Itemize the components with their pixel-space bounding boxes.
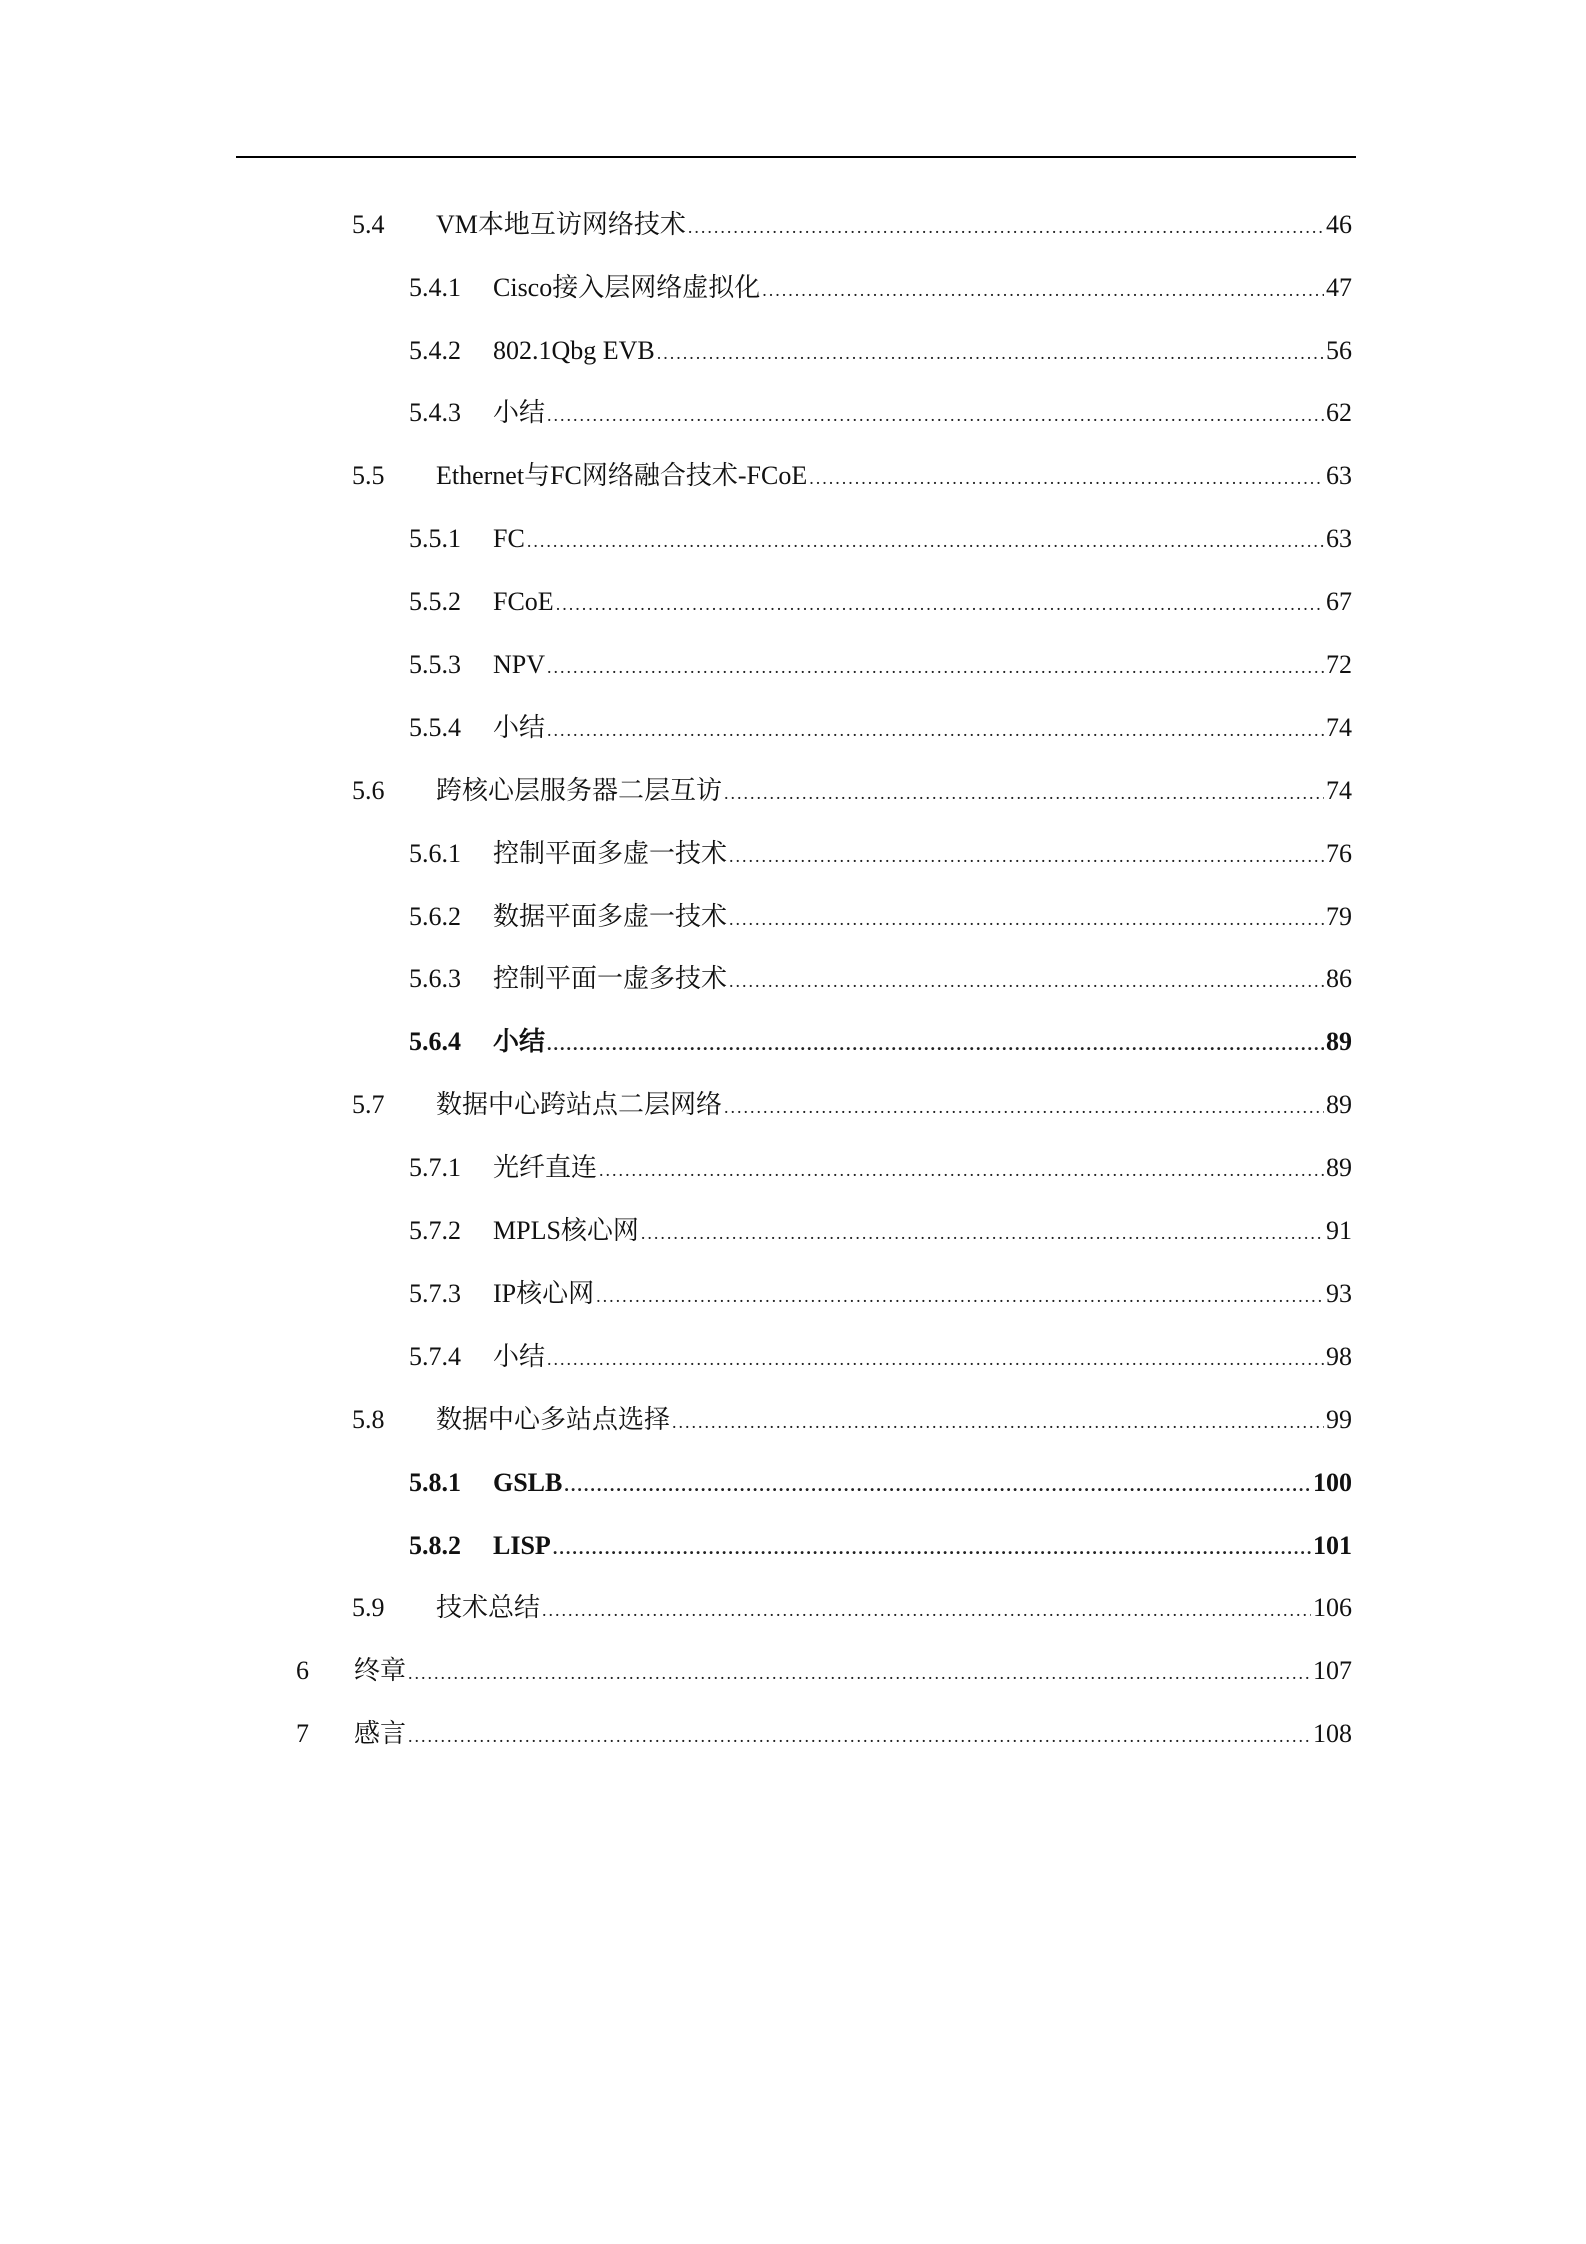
toc-entry[interactable]: [409, 1148, 1352, 1188]
toc-entry[interactable]: [409, 519, 1352, 559]
dot-leader: [527, 521, 1324, 561]
toc-entry[interactable]: [409, 959, 1352, 999]
toc-entry-number: 5.5.3: [409, 650, 461, 679]
toc-entry[interactable]: [409, 331, 1352, 371]
dot-leader: [641, 1213, 1324, 1253]
toc-entry-title: 802.1Qbg EVB: [493, 336, 655, 365]
toc-entry-number: 5.7.3: [409, 1279, 461, 1308]
toc-entry-page: 89: [1326, 1090, 1352, 1119]
toc-entry[interactable]: [409, 1463, 1352, 1503]
toc-entry-title: 数据中心跨站点二层网络: [436, 1090, 723, 1119]
toc-entry-number: 5.6.1: [409, 839, 461, 868]
dot-leader: [556, 584, 1324, 624]
toc-entry[interactable]: [409, 645, 1352, 685]
toc-entry-title: 数据平面多虚一技术: [493, 902, 728, 931]
toc-entry[interactable]: [409, 897, 1352, 937]
toc-entry-page: 101: [1313, 1531, 1352, 1560]
toc-entry-page: 91: [1326, 1216, 1352, 1245]
toc-entry[interactable]: [409, 1337, 1352, 1377]
toc-entry-title: 小结: [493, 1342, 546, 1371]
toc-entry-title: NPV: [493, 650, 546, 679]
toc-entry-number: 5.6.4: [409, 1027, 461, 1056]
toc-entry-page: 93: [1326, 1279, 1352, 1308]
toc-entry-number: 5.5.2: [409, 587, 461, 616]
toc-entry-page: 106: [1313, 1593, 1352, 1622]
toc-entry-number: 5.5.4: [409, 713, 461, 742]
dot-leader: [688, 207, 1324, 247]
dot-leader: [657, 333, 1324, 373]
dot-leader: [762, 270, 1324, 310]
dot-leader: [729, 899, 1324, 939]
dot-leader: [553, 1528, 1311, 1568]
toc-entry[interactable]: [409, 393, 1352, 433]
toc-entry-page: 98: [1326, 1342, 1352, 1371]
toc-entry[interactable]: [352, 205, 1352, 245]
toc-entry-title: LISP: [493, 1531, 551, 1560]
toc-entry-page: 47: [1326, 273, 1352, 302]
toc-entry-page: 79: [1326, 902, 1352, 931]
toc-entry-number: 5.4.3: [409, 398, 461, 427]
toc-entry[interactable]: [409, 268, 1352, 308]
toc-entry-number: 7: [296, 1719, 309, 1748]
toc-entry-page: 107: [1313, 1656, 1352, 1685]
toc-entry[interactable]: [352, 1085, 1352, 1125]
toc-entry-title: IP核心网: [493, 1279, 595, 1308]
toc-entry[interactable]: [296, 1651, 1352, 1691]
toc-entry-number: 5.4.2: [409, 336, 461, 365]
toc-entry-page: 67: [1326, 587, 1352, 616]
dot-leader: [408, 1653, 1311, 1693]
toc-entry-page: 108: [1313, 1719, 1352, 1748]
toc-entry-title: MPLS核心网: [493, 1216, 639, 1245]
toc-entry-title: 小结: [493, 713, 546, 742]
toc-entry-number: 5.5.1: [409, 524, 461, 553]
toc-entry-page: 46: [1326, 210, 1352, 239]
toc-entry[interactable]: [352, 1400, 1352, 1440]
toc-entry-number: 5.6.2: [409, 902, 461, 931]
dot-leader: [672, 1402, 1324, 1442]
toc-entry[interactable]: [409, 1211, 1352, 1251]
toc-entry[interactable]: [409, 708, 1352, 748]
toc-entry-number: 5.4: [352, 210, 385, 239]
toc-entry-number: 5.7.2: [409, 1216, 461, 1245]
toc-entry-page: 89: [1326, 1153, 1352, 1182]
toc-entry-page: 74: [1326, 713, 1352, 742]
dot-leader: [547, 1024, 1324, 1064]
toc-entry[interactable]: [409, 1274, 1352, 1314]
toc-entry-page: 62: [1326, 398, 1352, 427]
dot-leader: [724, 1087, 1324, 1127]
header-rule: [236, 156, 1356, 158]
toc-entry-number: 5.7.4: [409, 1342, 461, 1371]
toc-entry-title: 小结: [493, 398, 546, 427]
toc-entry-title: 数据中心多站点选择: [436, 1405, 671, 1434]
toc-entry-number: 6: [296, 1656, 309, 1685]
toc-entry[interactable]: [409, 834, 1352, 874]
dot-leader: [547, 647, 1324, 687]
toc-entry-page: 56: [1326, 336, 1352, 365]
toc-entry-title: FC: [493, 524, 525, 553]
toc-entry-number: 5.8.2: [409, 1531, 461, 1560]
toc-entry-page: 100: [1313, 1468, 1352, 1497]
toc-entry-page: 89: [1326, 1027, 1352, 1056]
toc-entry[interactable]: [409, 1022, 1352, 1062]
toc-entry-title: FCoE: [493, 587, 554, 616]
dot-leader: [729, 961, 1324, 1001]
toc-entry-title: VM本地互访网络技术: [436, 210, 686, 239]
toc-entry-title: GSLB: [493, 1468, 563, 1497]
toc-entry-title: 技术总结: [436, 1593, 541, 1622]
toc-entry-title: 终章: [354, 1656, 407, 1685]
toc-entry[interactable]: [352, 1588, 1352, 1628]
toc-entry[interactable]: [352, 456, 1352, 496]
toc-entry-number: 5.8.1: [409, 1468, 461, 1497]
toc-entry-page: 74: [1326, 776, 1352, 805]
dot-leader: [809, 458, 1324, 498]
dot-leader: [547, 395, 1324, 435]
toc-entry-page: 76: [1326, 839, 1352, 868]
toc-entry-page: 63: [1326, 524, 1352, 553]
toc-entry-title: Ethernet与FC网络融合技术-FCoE: [436, 461, 808, 490]
dot-leader: [547, 1339, 1324, 1379]
toc-entry-number: 5.6: [352, 776, 385, 805]
toc-entry[interactable]: [409, 582, 1352, 622]
dot-leader: [408, 1716, 1311, 1756]
toc-entry-number: 5.9: [352, 1593, 385, 1622]
dot-leader: [724, 773, 1324, 813]
toc-entry[interactable]: [296, 1714, 1352, 1754]
toc-entry-title: 小结: [493, 1027, 546, 1056]
dot-leader: [596, 1276, 1324, 1316]
toc-entry-title: 控制平面多虚一技术: [493, 839, 728, 868]
toc-entry-title: 跨核心层服务器二层互访: [436, 776, 723, 805]
toc-entry-page: 72: [1326, 650, 1352, 679]
dot-leader: [542, 1590, 1311, 1630]
toc-entry-title: 感言: [354, 1719, 407, 1748]
toc-entry-title: Cisco接入层网络虚拟化: [493, 273, 761, 302]
dot-leader: [564, 1465, 1311, 1505]
toc-entry-title: 光纤直连: [493, 1153, 598, 1182]
toc-entry-page: 63: [1326, 461, 1352, 490]
toc-entry-number: 5.4.1: [409, 273, 461, 302]
toc-entry[interactable]: [409, 1526, 1352, 1566]
toc-entry[interactable]: [352, 771, 1352, 811]
toc-entry-number: 5.5: [352, 461, 385, 490]
toc-entry-page: 99: [1326, 1405, 1352, 1434]
toc-entry-number: 5.7: [352, 1090, 385, 1119]
dot-leader: [547, 710, 1324, 750]
dot-leader: [599, 1150, 1324, 1190]
toc-entry-title: 控制平面一虚多技术: [493, 964, 728, 993]
toc-entry-number: 5.7.1: [409, 1153, 461, 1182]
toc-entry-number: 5.8: [352, 1405, 385, 1434]
dot-leader: [729, 836, 1324, 876]
toc-entry-page: 86: [1326, 964, 1352, 993]
toc-entry-number: 5.6.3: [409, 964, 461, 993]
